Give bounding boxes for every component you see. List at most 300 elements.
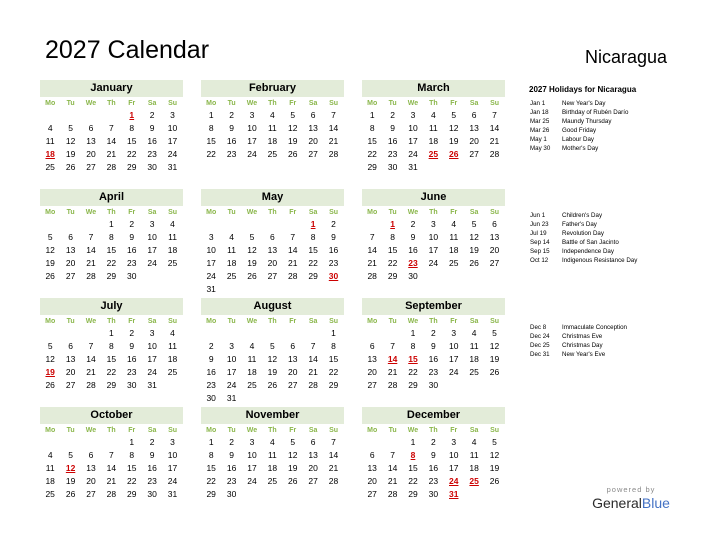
day-cell: 9 xyxy=(410,232,416,242)
day-cell: 2 xyxy=(431,437,436,447)
day-cell: 16 xyxy=(428,463,439,473)
holiday-item xyxy=(530,332,627,341)
day-cell: 29 xyxy=(328,380,339,390)
day-cell: 5 xyxy=(290,110,296,120)
month-april xyxy=(40,189,183,283)
day-cell: 28 xyxy=(387,489,398,499)
day-cell: 15 xyxy=(106,245,117,255)
day-cell: 13 xyxy=(367,354,377,364)
day-cell: 23 xyxy=(127,258,137,268)
holiday-item xyxy=(530,323,627,332)
day-cell: 1 xyxy=(410,437,416,447)
holiday-day-cell: 19 xyxy=(45,367,55,377)
weekday-label: Mo xyxy=(206,100,217,107)
day-cell: 29 xyxy=(127,489,137,499)
holiday-date: Sep 14 xyxy=(530,239,550,246)
weekday-label: We xyxy=(407,209,419,216)
holiday-item xyxy=(530,126,628,135)
holiday-day-cell: 26 xyxy=(449,149,459,159)
month-september xyxy=(362,298,505,392)
weekday-label: We xyxy=(407,318,419,325)
day-cell: 6 xyxy=(471,110,477,120)
day-cell: 12 xyxy=(65,136,76,146)
day-cell: 4 xyxy=(170,328,175,338)
empty-cell xyxy=(81,109,101,122)
day-cell: 13 xyxy=(288,354,298,364)
empty-cell xyxy=(362,327,382,340)
weekday-label: Fr xyxy=(128,318,136,325)
day-cell: 30 xyxy=(226,489,237,499)
day-cell: 8 xyxy=(310,232,316,242)
day-cell: 18 xyxy=(167,354,178,364)
day-cell: 7 xyxy=(109,450,114,460)
day-cell: 12 xyxy=(288,123,298,133)
day-cell: 11 xyxy=(247,354,257,364)
brand-general: General xyxy=(592,495,642,511)
day-cell: 12 xyxy=(45,354,55,364)
day-cell: 3 xyxy=(149,328,155,338)
day-cell: 28 xyxy=(489,149,500,159)
powered-by-text: powered by xyxy=(606,485,656,494)
holiday-item xyxy=(530,211,637,220)
day-cell: 1 xyxy=(369,110,375,120)
weekday-label: Th xyxy=(268,427,277,434)
day-cell: 22 xyxy=(127,149,137,159)
day-cell: 6 xyxy=(88,123,94,133)
weekday-label: Sa xyxy=(308,209,318,216)
day-cell: 9 xyxy=(129,232,135,242)
day-cell: 31 xyxy=(226,393,237,403)
day-cell: 9 xyxy=(208,354,214,364)
holiday-day-cell: 14 xyxy=(387,354,398,364)
weekday-label: Mo xyxy=(367,100,378,107)
weekday-label: Fr xyxy=(289,209,297,216)
month-header: October xyxy=(40,407,183,424)
day-cell: 26 xyxy=(489,367,500,377)
holiday-date: Dec 25 xyxy=(530,342,550,349)
day-cell: 9 xyxy=(431,341,436,351)
day-cell: 26 xyxy=(45,271,55,281)
day-cell: 6 xyxy=(88,450,94,460)
day-cell: 1 xyxy=(109,219,114,229)
day-cell: 8 xyxy=(410,341,416,351)
day-cell: 26 xyxy=(267,380,278,390)
weekday-label: We xyxy=(246,318,258,325)
weekday-label: Sa xyxy=(147,100,157,107)
holiday-day-cell: 1 xyxy=(310,219,316,229)
day-cell: 14 xyxy=(328,123,339,133)
weekday-label: Sa xyxy=(308,318,318,325)
holiday-name: Mother's Day xyxy=(562,145,599,152)
holiday-name: New Year's Eve xyxy=(562,351,606,358)
day-cell: 27 xyxy=(308,476,318,486)
day-cell: 7 xyxy=(310,341,316,351)
day-cell: 11 xyxy=(168,232,177,242)
day-cell: 13 xyxy=(469,123,479,133)
day-cell: 17 xyxy=(147,245,157,255)
weekday-label: We xyxy=(246,100,258,107)
empty-cell xyxy=(283,218,303,231)
weekday-label: Tu xyxy=(66,427,75,434)
empty-cell xyxy=(262,218,282,231)
empty-cell xyxy=(201,327,221,340)
weekday-label: Th xyxy=(107,318,116,325)
day-cell: 25 xyxy=(167,367,178,377)
empty-cell xyxy=(242,327,262,340)
weekday-label: Mo xyxy=(45,100,56,107)
day-cell: 15 xyxy=(387,245,398,255)
holiday-item xyxy=(530,229,637,238)
day-cell: 9 xyxy=(229,123,234,133)
day-cell: 4 xyxy=(229,232,234,242)
day-grid xyxy=(40,97,183,174)
day-cell: 8 xyxy=(208,123,214,133)
holiday-name: Christmas Day xyxy=(562,342,603,349)
day-cell: 4 xyxy=(47,123,53,133)
day-cell: 8 xyxy=(129,450,135,460)
holiday-name: Immaculate Conception xyxy=(562,324,628,331)
day-cell: 8 xyxy=(369,123,375,133)
day-cell: 3 xyxy=(149,219,155,229)
holiday-day-cell: 24 xyxy=(449,476,459,486)
day-cell: 3 xyxy=(170,110,175,120)
empty-cell xyxy=(40,109,60,122)
day-cell: 27 xyxy=(469,149,479,159)
day-grid xyxy=(362,97,505,174)
weekday-label: Mo xyxy=(206,318,217,325)
weekday-label: We xyxy=(85,318,97,325)
holiday-date: Dec 31 xyxy=(530,351,550,358)
day-cell: 24 xyxy=(247,476,257,486)
day-cell: 11 xyxy=(45,463,55,473)
day-cell: 25 xyxy=(247,380,257,390)
day-cell: 30 xyxy=(127,380,137,390)
day-cell: 29 xyxy=(106,271,117,281)
day-cell: 13 xyxy=(308,123,318,133)
day-cell: 14 xyxy=(328,450,339,460)
day-cell: 4 xyxy=(249,341,255,351)
day-cell: 18 xyxy=(167,245,178,255)
holiday-day-cell: 15 xyxy=(408,354,418,364)
empty-cell xyxy=(221,218,241,231)
day-cell: 10 xyxy=(206,245,216,255)
day-cell: 17 xyxy=(167,136,178,146)
day-cell: 25 xyxy=(45,162,55,172)
day-cell: 12 xyxy=(45,245,55,255)
day-cell: 4 xyxy=(270,437,275,447)
day-cell: 23 xyxy=(147,149,157,159)
weekday-label: Sa xyxy=(308,100,318,107)
weekday-label: Mo xyxy=(206,209,217,216)
day-cell: 9 xyxy=(331,232,336,242)
day-cell: 28 xyxy=(106,162,117,172)
day-cell: 22 xyxy=(367,149,377,159)
day-cell: 17 xyxy=(449,463,459,473)
day-cell: 22 xyxy=(106,367,117,377)
day-cell: 8 xyxy=(109,341,114,351)
holiday-name: Christmas Eve xyxy=(562,333,603,340)
day-cell: 20 xyxy=(308,463,318,473)
weekday-label: Tu xyxy=(227,100,236,107)
weekday-label: Su xyxy=(329,100,339,107)
holiday-day-cell: 25 xyxy=(428,149,439,159)
day-cell: 1 xyxy=(109,328,114,338)
day-cell: 31 xyxy=(147,380,157,390)
day-cell: 17 xyxy=(247,136,257,146)
day-cell: 26 xyxy=(65,162,76,172)
empty-cell xyxy=(60,109,80,122)
day-cell: 8 xyxy=(129,123,135,133)
day-cell: 28 xyxy=(328,149,339,159)
day-cell: 31 xyxy=(206,284,216,294)
day-cell: 29 xyxy=(308,271,318,281)
day-cell: 3 xyxy=(208,232,214,242)
day-cell: 26 xyxy=(288,476,298,486)
empty-cell xyxy=(221,327,241,340)
day-cell: 21 xyxy=(86,367,96,377)
empty-cell xyxy=(283,327,303,340)
day-cell: 29 xyxy=(367,162,377,172)
day-cell: 14 xyxy=(489,123,500,133)
day-cell: 19 xyxy=(449,136,459,146)
day-cell: 13 xyxy=(367,463,377,473)
holiday-item xyxy=(530,99,628,108)
day-cell: 19 xyxy=(45,258,55,268)
weekday-label: Su xyxy=(329,209,339,216)
day-cell: 19 xyxy=(489,354,500,364)
day-cell: 18 xyxy=(449,245,459,255)
day-cell: 16 xyxy=(387,136,398,146)
day-cell: 21 xyxy=(308,367,318,377)
weekday-label: Tu xyxy=(66,209,75,216)
day-grid xyxy=(40,424,183,501)
day-cell: 5 xyxy=(47,232,53,242)
day-cell: 8 xyxy=(109,232,114,242)
day-cell: 10 xyxy=(449,341,459,351)
weekday-label: Mo xyxy=(367,209,378,216)
holiday-date: Jun 1 xyxy=(530,212,546,219)
weekday-label: Th xyxy=(107,100,116,107)
holiday-item xyxy=(530,350,627,359)
day-cell: 13 xyxy=(65,354,76,364)
day-cell: 3 xyxy=(431,219,436,229)
day-cell: 15 xyxy=(127,136,137,146)
weekday-label: Su xyxy=(168,100,178,107)
day-cell: 14 xyxy=(288,245,298,255)
weekday-label: Tu xyxy=(227,318,236,325)
day-cell: 22 xyxy=(106,258,117,268)
day-cell: 25 xyxy=(45,489,55,499)
day-cell: 11 xyxy=(267,450,277,460)
day-cell: 2 xyxy=(129,219,135,229)
holiday-item xyxy=(530,238,637,247)
day-cell: 5 xyxy=(47,341,53,351)
day-cell: 7 xyxy=(290,232,296,242)
day-cell: 7 xyxy=(88,341,94,351)
day-cell: 2 xyxy=(331,219,336,229)
day-cell: 2 xyxy=(431,328,436,338)
day-cell: 20 xyxy=(86,476,96,486)
month-header: March xyxy=(362,80,505,97)
day-cell: 5 xyxy=(471,219,477,229)
weekday-label: Su xyxy=(490,318,500,325)
day-cell: 14 xyxy=(387,463,398,473)
day-cell: 22 xyxy=(328,367,339,377)
day-cell: 7 xyxy=(390,450,395,460)
day-grid xyxy=(40,315,183,392)
day-cell: 24 xyxy=(167,149,178,159)
empty-cell xyxy=(81,436,101,449)
holiday-name: New Year's Day xyxy=(562,100,606,107)
day-cell: 1 xyxy=(410,328,416,338)
day-cell: 7 xyxy=(331,110,336,120)
month-header: September xyxy=(362,298,505,315)
holiday-name: Independence Day xyxy=(562,248,614,255)
weekday-label: Mo xyxy=(45,318,56,325)
holiday-day-cell: 12 xyxy=(65,463,76,473)
day-cell: 14 xyxy=(86,354,96,364)
day-cell: 20 xyxy=(288,367,298,377)
day-cell: 15 xyxy=(206,463,216,473)
day-cell: 27 xyxy=(86,489,96,499)
day-cell: 14 xyxy=(106,463,117,473)
day-cell: 24 xyxy=(428,258,439,268)
day-cell: 6 xyxy=(68,341,73,351)
holiday-date: May 1 xyxy=(530,136,547,143)
day-cell: 21 xyxy=(288,258,298,268)
day-cell: 6 xyxy=(369,450,375,460)
day-cell: 27 xyxy=(489,258,500,268)
day-cell: 10 xyxy=(247,450,257,460)
weekday-label: Th xyxy=(429,209,438,216)
day-cell: 3 xyxy=(229,341,234,351)
day-cell: 24 xyxy=(226,380,237,390)
empty-cell xyxy=(382,436,402,449)
day-cell: 18 xyxy=(428,136,439,146)
month-header: January xyxy=(40,80,183,97)
day-grid xyxy=(362,315,505,392)
day-cell: 19 xyxy=(267,367,278,377)
holiday-day-cell: 30 xyxy=(328,271,339,281)
weekday-label: Fr xyxy=(289,100,297,107)
day-cell: 12 xyxy=(267,354,278,364)
weekday-label: Fr xyxy=(128,427,136,434)
day-cell: 30 xyxy=(428,489,439,499)
day-grid xyxy=(201,424,344,501)
empty-cell xyxy=(40,218,60,231)
day-cell: 25 xyxy=(267,149,278,159)
empty-cell xyxy=(60,218,80,231)
day-cell: 18 xyxy=(469,354,479,364)
day-cell: 27 xyxy=(267,271,278,281)
weekday-label: Su xyxy=(168,318,178,325)
day-cell: 20 xyxy=(308,136,318,146)
weekday-label: Fr xyxy=(128,209,136,216)
day-cell: 3 xyxy=(249,437,255,447)
day-cell: 29 xyxy=(408,380,418,390)
holiday-date: Dec 8 xyxy=(530,324,547,331)
day-cell: 5 xyxy=(68,450,73,460)
day-cell: 20 xyxy=(367,367,377,377)
day-cell: 11 xyxy=(449,232,459,242)
day-cell: 23 xyxy=(147,476,157,486)
day-cell: 31 xyxy=(408,162,418,172)
day-cell: 20 xyxy=(65,258,76,268)
day-cell: 10 xyxy=(247,123,257,133)
day-cell: 19 xyxy=(288,136,298,146)
holiday-item xyxy=(530,144,628,153)
holiday-date: Oct 12 xyxy=(530,257,549,264)
day-cell: 11 xyxy=(227,245,236,255)
day-cell: 12 xyxy=(288,450,298,460)
holiday-day-cell: 23 xyxy=(408,258,418,268)
day-cell: 3 xyxy=(410,110,416,120)
weekday-label: Sa xyxy=(469,427,479,434)
day-cell: 11 xyxy=(428,123,438,133)
day-cell: 29 xyxy=(206,489,216,499)
weekday-label: Mo xyxy=(206,427,217,434)
day-cell: 18 xyxy=(45,476,55,486)
day-cell: 16 xyxy=(408,245,418,255)
weekday-label: Tu xyxy=(388,209,397,216)
day-cell: 25 xyxy=(226,271,237,281)
day-cell: 7 xyxy=(331,437,336,447)
day-cell: 26 xyxy=(288,149,298,159)
day-cell: 22 xyxy=(127,476,137,486)
generalblue-logo xyxy=(589,485,673,511)
day-cell: 10 xyxy=(167,450,178,460)
day-cell: 28 xyxy=(387,380,398,390)
day-cell: 21 xyxy=(328,136,339,146)
day-cell: 9 xyxy=(431,450,436,460)
day-cell: 22 xyxy=(408,367,418,377)
holiday-item xyxy=(530,108,628,117)
day-cell: 9 xyxy=(390,123,395,133)
weekday-label: Tu xyxy=(227,209,236,216)
weekday-label: Tu xyxy=(388,100,397,107)
day-cell: 9 xyxy=(129,341,135,351)
day-cell: 28 xyxy=(86,271,96,281)
day-cell: 27 xyxy=(308,149,318,159)
day-grid xyxy=(362,206,505,283)
day-cell: 10 xyxy=(167,123,178,133)
weekday-label: We xyxy=(407,100,419,107)
weekday-label: We xyxy=(407,427,419,434)
holiday-date: Jan 1 xyxy=(530,100,546,107)
weekday-label: Fr xyxy=(450,318,458,325)
day-cell: 21 xyxy=(489,136,500,146)
holiday-date: Sep 15 xyxy=(530,248,550,255)
day-cell: 26 xyxy=(469,258,479,268)
day-cell: 20 xyxy=(469,136,479,146)
day-cell: 16 xyxy=(127,245,137,255)
day-cell: 13 xyxy=(489,232,500,242)
weekday-label: Fr xyxy=(128,100,136,107)
day-cell: 11 xyxy=(267,123,277,133)
day-cell: 19 xyxy=(489,463,500,473)
weekday-label: Mo xyxy=(45,209,56,216)
day-cell: 16 xyxy=(226,463,237,473)
day-cell: 29 xyxy=(387,271,398,281)
weekday-label: Tu xyxy=(388,427,397,434)
day-cell: 10 xyxy=(408,123,418,133)
weekday-label: Sa xyxy=(308,427,318,434)
day-cell: 8 xyxy=(331,341,336,351)
day-cell: 13 xyxy=(86,463,96,473)
day-cell: 6 xyxy=(310,437,316,447)
holiday-day-cell: 18 xyxy=(45,149,55,159)
day-cell: 5 xyxy=(270,341,275,351)
